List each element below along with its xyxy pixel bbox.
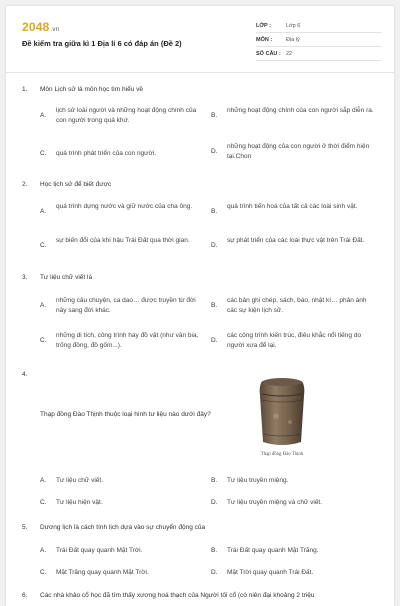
question-number: 1. <box>22 86 28 93</box>
meta-row-count <box>256 47 382 61</box>
meta-value: 22 <box>286 50 293 57</box>
question-number: 3. <box>22 274 28 281</box>
question-text: Học lịch sử để biết được <box>40 181 112 188</box>
question-number: 2. <box>22 181 28 188</box>
option-letter: C. <box>40 569 47 576</box>
option-text: quá trình phát triển của con người. <box>56 150 157 157</box>
option-text: Mặt Trăng quay quanh Mặt Trời. <box>56 569 149 576</box>
header-divider <box>6 72 394 73</box>
meta-value: Lớp 6 <box>286 22 301 29</box>
option-letter: B. <box>211 302 218 309</box>
option-letter: C. <box>40 150 47 157</box>
question-text: Các nhà khảo cổ học đã tìm thấy xương hoá thạch của Người tối cổ (có niên đại khoảng 2 triệu <box>40 592 315 599</box>
option-letter: C. <box>40 499 47 506</box>
question-1 <box>22 86 143 93</box>
option-letter: C. <box>40 242 47 249</box>
option-text: những hoạt động của con người ở thời điểm hiện tại.Chon <box>227 143 370 160</box>
question-text: Thạp đồng Đào Thịnh thuộc loại hình tư liệu nào dưới đây? <box>40 411 211 418</box>
option-text: những di tích, công trình hay đồ vật (như văn bia, trống đồng, đồ gốm...). <box>56 332 199 349</box>
option-text: Tư liệu truyền miệng. <box>227 477 289 484</box>
option-text: Tư liệu truyền miệng và chữ viết. <box>227 499 323 506</box>
question-6 <box>22 592 315 599</box>
option-letter: D. <box>211 499 218 506</box>
option-text: những câu chuyện, ca dao… được truyền từ đời này sang đời khác. <box>56 297 196 314</box>
question-number: 6. <box>22 592 28 599</box>
option-text: quá trình tiến hoá của tất cả các loài sinh vật. <box>227 203 358 210</box>
option-letter: B. <box>211 208 218 215</box>
meta-value: Địa lý <box>286 36 300 43</box>
logo-text: 2048 <box>22 20 50 34</box>
question-3 <box>22 274 92 281</box>
meta-row-class <box>256 19 382 33</box>
option-letter: B. <box>211 477 218 484</box>
exam-page <box>6 6 394 606</box>
option-letter: B. <box>211 547 218 554</box>
option-text: Tư liệu hiện vật. <box>56 499 103 506</box>
option-letter: A. <box>40 477 47 484</box>
question-4 <box>22 411 211 418</box>
option-text: những hoạt động chính của con người sắp diễn ra. <box>227 107 374 114</box>
option-letter: C. <box>40 337 47 344</box>
meta-row-subject <box>256 33 382 47</box>
question-text: Môn Lịch sử là môn học tìm hiểu về <box>40 86 143 93</box>
question-4-number <box>22 371 40 378</box>
site-logo[interactable] <box>22 20 59 34</box>
option-text: Trái Đất quay quanh Mặt Trời. <box>56 547 143 554</box>
question-text: Dương lịch là cách tính lịch dựa vào sự chuyển động của <box>40 524 206 531</box>
question-text: Tư liệu chữ viết là <box>40 274 93 281</box>
option-text: Tư liệu chữ viết. <box>56 477 103 484</box>
meta-key: SỐ CÂU : <box>256 50 281 57</box>
option-text: quá trình dựng nước và giữ nước của cha ông. <box>56 203 193 210</box>
option-text: Mặt Trời quay quanh Trái Đất. <box>227 569 314 576</box>
meta-key: LỚP : <box>256 22 271 29</box>
option-text: lịch sử loài người và những hoạt động chính của con người trong quá khứ. <box>56 107 197 124</box>
option-text: sự phát triển của các loài thực vật trên Trái Đất. <box>227 237 365 244</box>
option-letter: A. <box>40 112 47 119</box>
option-letter: D. <box>211 569 218 576</box>
meta-key: MÔN : <box>256 36 273 43</box>
question-number: 5. <box>22 524 28 531</box>
option-letter: D. <box>211 337 218 344</box>
option-letter: D. <box>211 242 218 249</box>
question-number: 4. <box>22 371 28 378</box>
option-text: sự biến đổi của khí hậu Trái Đất qua thời gian. <box>56 237 190 244</box>
option-letter: B. <box>211 112 218 119</box>
exam-header <box>6 6 394 66</box>
option-letter: A. <box>40 547 47 554</box>
option-letter: D. <box>211 148 218 155</box>
image-caption: Thạp đồng Đào Thịnh <box>260 452 304 457</box>
logo-suffix: .vn <box>50 27 60 33</box>
bronze-jar-image <box>252 376 312 448</box>
option-letter: A. <box>40 302 47 309</box>
option-text: các bản ghi chép, sách, báo, nhật kí… phản ánh các sự kiện lịch sử. <box>227 297 367 314</box>
option-letter: A. <box>40 208 47 215</box>
exam-title: Đề kiểm tra giữa kì 1 Địa lí 6 có đáp án (Đề 2) <box>22 39 182 48</box>
option-text: các công trình kiến trúc, điêu khắc nổi tiếng do người xưa để lại. <box>227 332 362 349</box>
exam-meta-table <box>256 19 382 61</box>
question-2 <box>22 181 111 188</box>
option-text: Trái Đất quay quanh Mặt Trăng. <box>227 547 319 554</box>
question-5 <box>22 524 205 531</box>
